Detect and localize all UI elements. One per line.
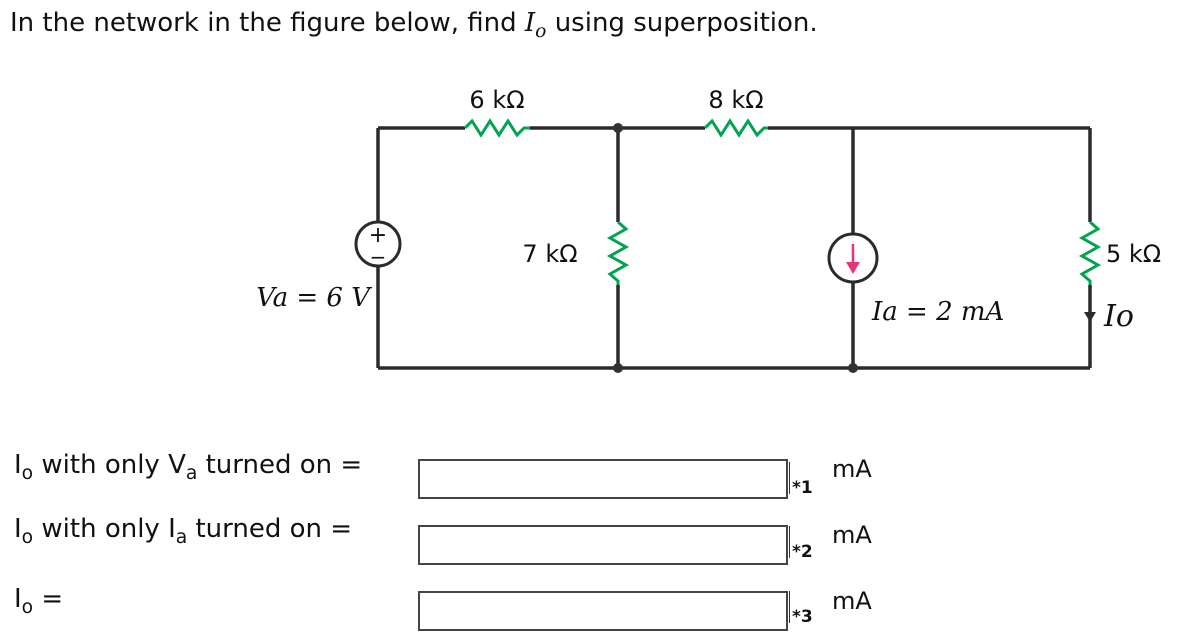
answer-unit-1: mA xyxy=(832,455,872,483)
question-after: using superposition. xyxy=(546,8,818,38)
resistor-5k xyxy=(1082,222,1098,285)
io-arrow-icon xyxy=(1084,298,1096,322)
answer-unit-3: mA xyxy=(832,587,872,615)
voltage-source-icon xyxy=(356,222,400,269)
resistor-6k xyxy=(465,121,530,135)
resistor-7k xyxy=(610,222,626,285)
plus-sign: + xyxy=(368,223,388,248)
answer-input-3[interactable] xyxy=(418,591,788,631)
answer-row-3-label: $I_o$ = xyxy=(14,584,64,619)
answer-unit-2: mA xyxy=(832,521,872,549)
question-var-sub: o xyxy=(535,21,547,43)
r3-label: 7 kΩ xyxy=(522,240,578,268)
ia-label: Ia = 2 mA xyxy=(872,297,1005,327)
minus-sign: − xyxy=(369,245,387,269)
question-before: In the network in the figure below, find xyxy=(10,8,525,38)
node-bottom-mid xyxy=(613,363,623,373)
answer-input-2[interactable] xyxy=(418,525,788,565)
current-source-icon xyxy=(829,234,877,282)
answer-marker-2: *2 xyxy=(792,542,813,562)
circuit-wires xyxy=(378,128,1090,368)
answer-row-2-label: $I_o$ with only $I_a$ turned on = xyxy=(14,514,353,549)
r2-label: 8 kΩ xyxy=(708,86,764,114)
va-label: Va = 6 V xyxy=(256,283,370,313)
node-bottom-right xyxy=(848,363,858,373)
r4-label: 5 kΩ xyxy=(1106,240,1162,268)
answer-row-1-label: $I_o$ with only $V_a$ turned on = xyxy=(14,450,363,485)
answer-marker-1: *1 xyxy=(792,478,813,498)
node-top-mid xyxy=(613,123,623,133)
question-var: I xyxy=(524,8,536,38)
resistor-8k xyxy=(705,121,768,135)
io-label: Io xyxy=(1104,299,1134,334)
r1-label: 6 kΩ xyxy=(469,86,525,114)
answer-input-1[interactable] xyxy=(418,459,788,499)
answer-marker-3: *3 xyxy=(792,607,813,627)
